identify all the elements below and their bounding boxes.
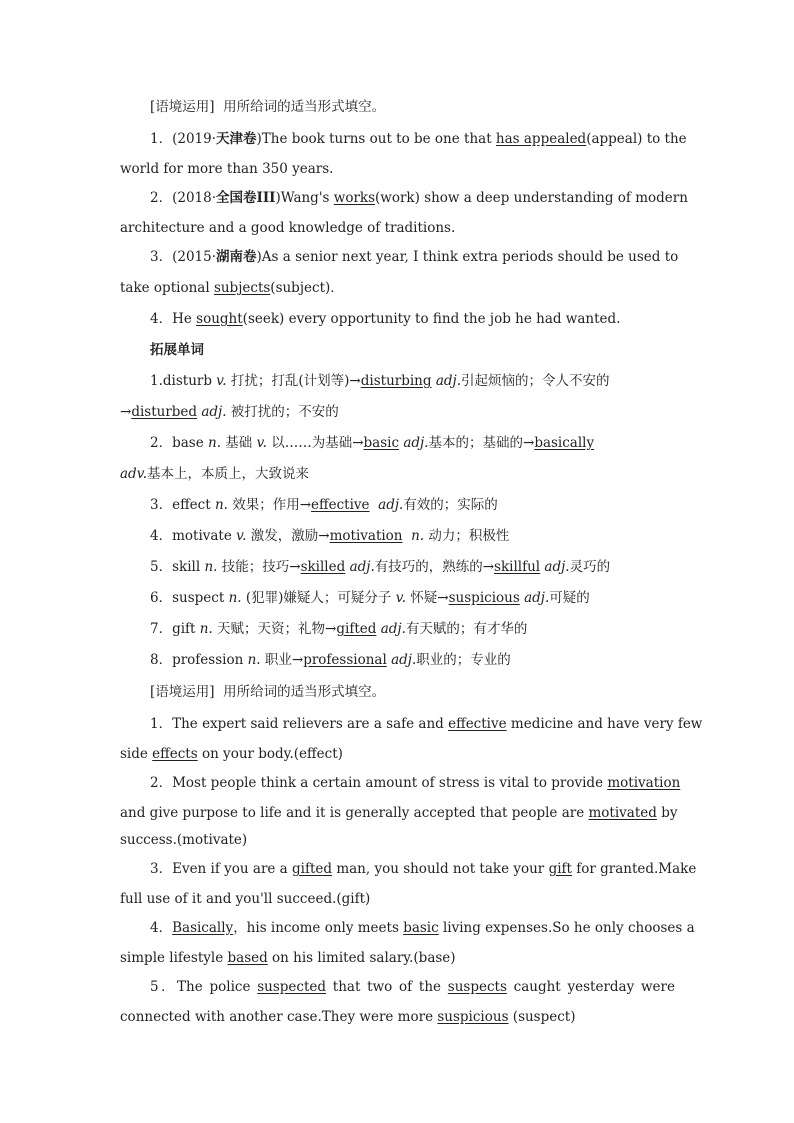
s1-q2-line2: architecture and a good knowledge of traditions. [120, 220, 456, 236]
s1-q3-line1: 3．(2015·湖南卷)As a senior next year, I think extra periods should be used to [150, 249, 679, 265]
w3: 3．effect n. 效果；作用→effective adj.有效的；实际的 [150, 497, 498, 513]
s2-q3-line2: full use of it and you'll succeed.(gift) [120, 891, 371, 907]
answer-blank: skilled [300, 559, 346, 575]
s1-q3-line2: take optional subjects(subject)． [120, 280, 344, 296]
answer-blank: suspected [257, 979, 327, 995]
answer-blank: suspicious [437, 1009, 509, 1025]
answer-blank: effective [448, 716, 507, 732]
s2-q5-line2: connected with another case.They were more suspicious (suspect) [120, 1009, 576, 1025]
answer-blank: subjects [213, 280, 271, 296]
section1-label: [语境运用] [150, 99, 215, 115]
source-tag: 天津卷 [216, 131, 257, 147]
section2-instruction-text: 用所给词的适当形式填空。 [223, 684, 386, 700]
w2-line1: 2．base n. 基础 v. 以……为基础→basic adj.基本的；基础的→basically [150, 435, 595, 451]
answer-blank: sought [196, 311, 243, 327]
s2-q4-line2: simple lifestyle based on his limited salary.(base) [120, 950, 456, 966]
answer-blank: Basically [172, 920, 234, 936]
answer-blank: has appealed [495, 131, 587, 147]
s2-q1-line2: side effects on your body.(effect) [120, 746, 343, 762]
section2-instruction [150, 682, 675, 702]
answer-blank: motivated [588, 805, 657, 821]
s2-q3-line1: 3．Even if you are a gifted man, you should not take your gift for granted.Make [150, 861, 697, 877]
s1-q4: 4．He sought(seek) every opportunity to find the job he had wanted. [150, 311, 621, 327]
w4: 4．motivate v. 激发，激励→motivation n. 动力；积极性 [150, 528, 510, 544]
s2-q2-line1: 2．Most people think a certain amount of stress is vital to provide motivation [150, 775, 681, 791]
s2-q5-line1: 5．The police suspected that two of the suspects caught yesterday were [150, 979, 675, 995]
section1-instruction-text: 用所给词的适当形式填空。 [223, 99, 386, 115]
answer-blank: disturbed [131, 404, 198, 420]
answer-blank: motivation [607, 775, 681, 791]
s1-q1-line1: 1．(2019·天津卷)The book turns out to be one that has appealed(appeal) to the [150, 131, 687, 147]
answer-blank: effects [152, 746, 198, 762]
answer-blank: disturbing [360, 373, 432, 389]
section1-instruction [150, 97, 675, 117]
s2-q1-line1: 1．The expert said relievers are a safe and effective medicine and have very few [150, 716, 703, 732]
s1-q2-line1: 2．(2018·全国卷III)Wang's works(work) show a deep understanding of modern [150, 190, 688, 206]
w6: 6．suspect n. (犯罪)嫌疑人；可疑分子 v. 怀疑→suspicious adj.可疑的 [150, 590, 590, 606]
w7: 7．gift n. 天赋；天资；礼物→gifted adj.有天赋的；有才华的 [150, 621, 528, 637]
answer-blank: professional [303, 652, 387, 668]
answer-blank: based [227, 950, 268, 966]
s2-q2-line2: and give purpose to life and it is generally accepted that people are motivated by [120, 805, 678, 821]
answer-blank: gifted [292, 861, 333, 877]
s1-q1-line2: world for more than 350 years. [120, 161, 334, 177]
w8: 8．profession n. 职业→professional adj.职业的；专业的 [150, 652, 511, 668]
s2-q2-line3: success.(motivate) [120, 832, 248, 848]
source-tag: 全国卷III [216, 190, 276, 206]
answer-blank: motivation [329, 528, 403, 544]
answer-blank: skillful [494, 559, 541, 575]
w1-line2: →disturbed adj. 被打扰的；不安的 [120, 404, 339, 420]
expand-words-heading: 拓展单词 [150, 342, 204, 358]
w5: 5．skill n. 技能；技巧→skilled adj.有技巧的，熟练的→skillful adj.灵巧的 [150, 559, 611, 575]
answer-blank: works [333, 190, 376, 206]
answer-blank: basically [534, 435, 595, 451]
s2-q4-line1: 4．Basically，his income only meets basic living expenses.So he only chooses a [150, 920, 695, 936]
answer-blank: effective [311, 497, 370, 513]
w1-line1: 1.disturb v. 打扰；打乱(计划等)→disturbing adj.引起烦恼的；令人不安的 [150, 373, 610, 389]
section2-label: [语境运用] [150, 684, 215, 700]
answer-blank: basic [403, 920, 439, 936]
answer-blank: basic [363, 435, 400, 451]
answer-blank: suspicious [448, 590, 520, 606]
source-tag: 湖南卷 [216, 249, 257, 265]
answer-blank: gift [548, 861, 572, 877]
w2-line2: adv.基本上，本质上，大致说来 [120, 466, 310, 482]
answer-blank: gifted [336, 621, 377, 637]
answer-blank: suspects [447, 979, 507, 995]
